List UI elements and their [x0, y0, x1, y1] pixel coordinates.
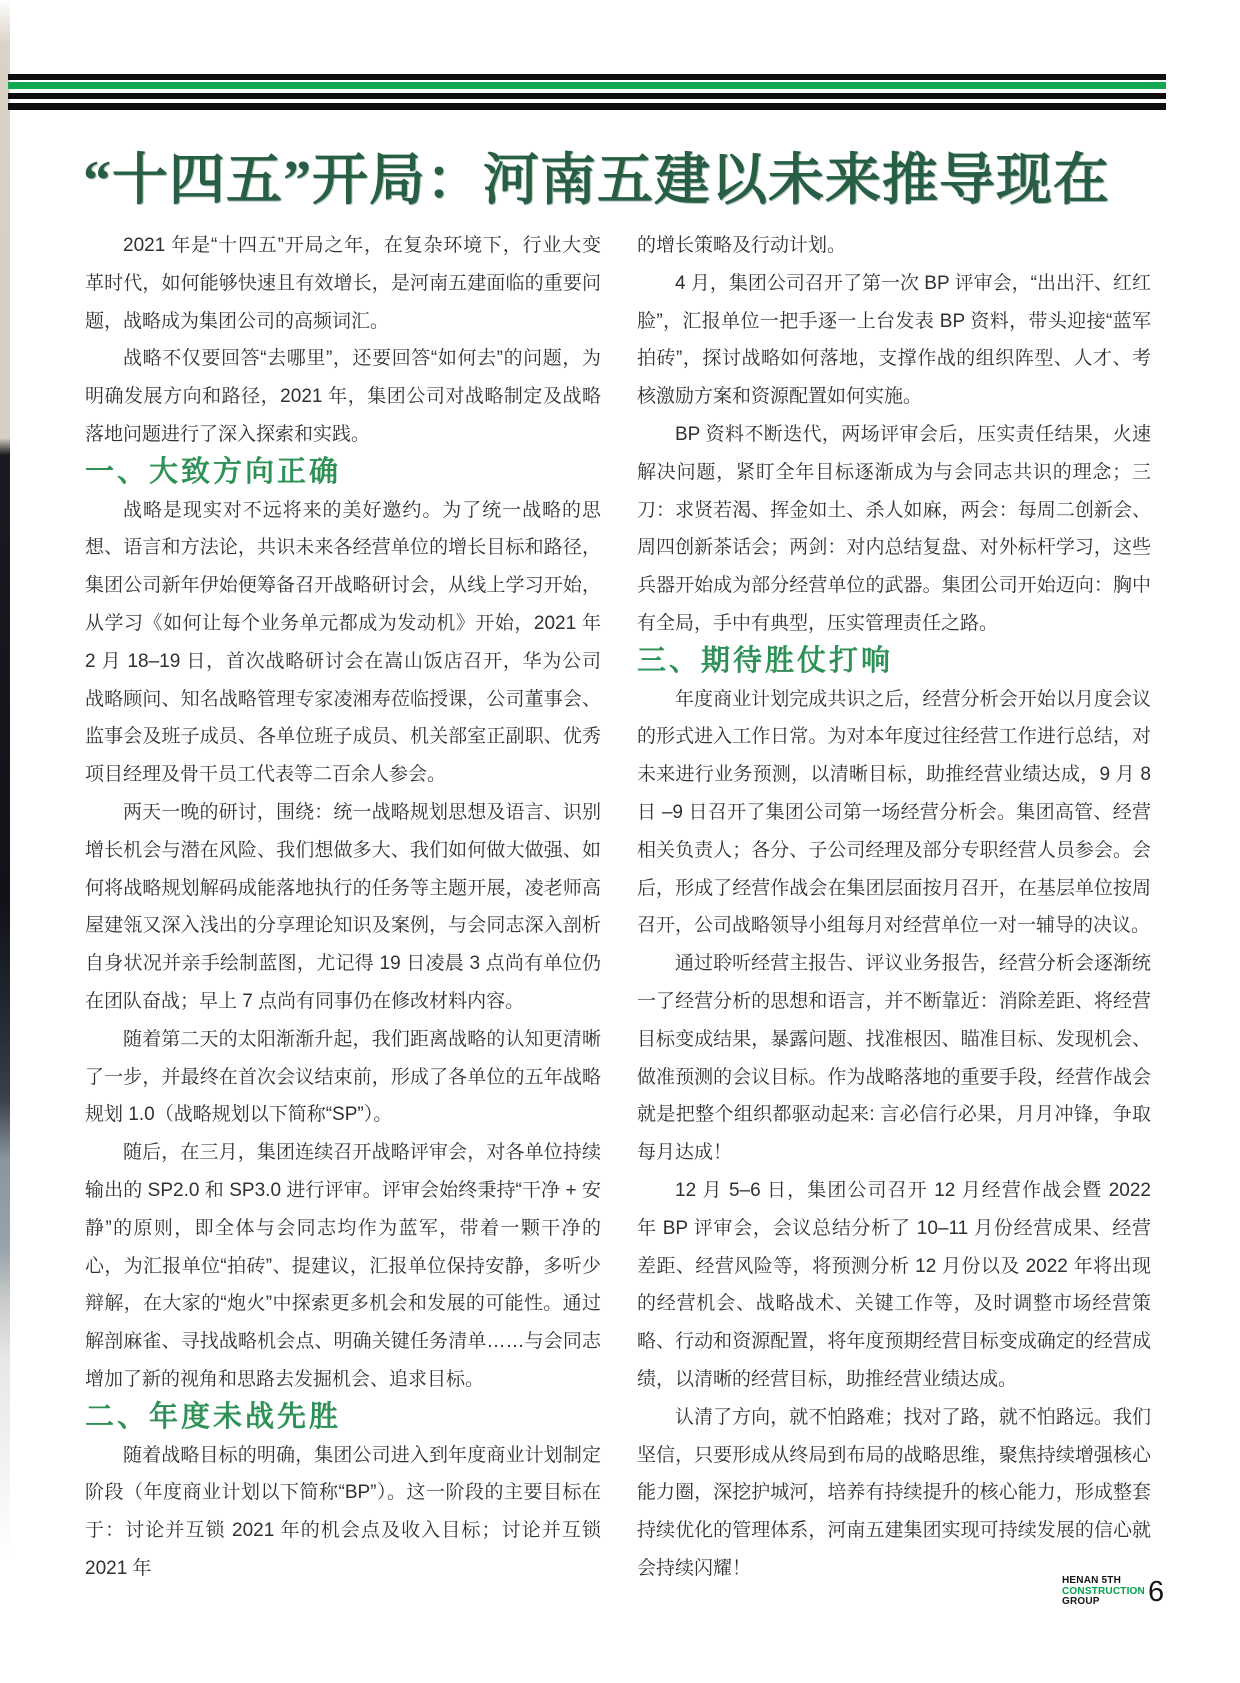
article-paragraph: BP 资料不断迭代，两场评审会后，压实责任结果，火速解决问题，紧盯全年目标逐渐成为与会同志共识的理念；三刀：求贤若渴、挥金如土、杀人如麻，两会：每周二创新会、周四创新茶话会；两剑：对内总结复盘、对外标杆学习，这些兵器开始成为部分经营单位的武器。集团公司开始迈向：胸中有全局，手中有典型，压实管理责任之路。 — [637, 423, 1151, 634]
article-column-left — [85, 227, 601, 1588]
header-stripe-band — [8, 74, 1166, 110]
header-stripe-green — [8, 82, 1166, 89]
header-stripe-black-1 — [8, 74, 1166, 80]
article-paragraph: 年度商业计划完成共识之后，经营分析会开始以月度会议的形式进入工作日常。为对本年度过往经营工作进行总结，对未来进行业务预测，以清晰目标，助推经营业绩达成，9 月 8 日 –9 日召开了集团公司第一场经营分析会。集团高管、经营相关负责人；各分、子公司经理及部分专职经营人员参会。会后，形成了经营作战会在集团层面按月召开，在基层单位按周召开，公司战略领导小组每月对经营单位一对一辅导的决议。 — [637, 688, 1151, 937]
adjacent-page-edge-strip — [0, 0, 10, 1565]
logo-line-1: HENAN 5TH — [1062, 1575, 1122, 1586]
article-title: “十四五”开局：河南五建以未来推导现在 — [83, 150, 1110, 212]
section-heading: 三、期待胜仗打响 — [637, 644, 894, 677]
logo-line-3: GROUP — [1062, 1596, 1100, 1607]
article-paragraph: 2021 年是“十四五”开局之年，在复杂环境下，行业大变革时代，如何能够快速且有效增长，是河南五建面临的重要问题，战略成为集团公司的高频词汇。 — [85, 235, 601, 332]
article-paragraph: 认清了方向，就不怕路难；找对了路，就不怕路远。我们坚信，只要形成从终局到布局的战略思维，聚焦持续增强核心能力圈，深挖护城河，培养有持续提升的核心能力，形成整套持续优化的管理体系，河南五建集团实现可持续发展的信心就会持续闪耀！ — [637, 1406, 1151, 1579]
article-paragraph: 随着第二天的太阳渐渐升起，我们距离战略的认知更清晰了一步，并最终在首次会议结束前，形成了各单位的五年战略规划 1.0（战略规划以下简称“SP”）。 — [85, 1028, 601, 1126]
article-paragraph: 的增长策略及行动计划。 — [637, 235, 847, 256]
article-paragraph: 随后，在三月，集团连续召开战略评审会，对各单位持续输出的 SP2.0 和 SP3.0 进行评审。评审会始终秉持“干净 + 安静”的原则，即全体与会同志均作为蓝军，带着一颗干净的心，为汇报单位“拍砖”、提建议，汇报单位保持安静，多听少辩解，在大家的“炮火”中探索更多机会和发展的可能性。通过解剖麻雀、寻找战略机会点、明确关键任务清单……与会同志增加了新的视角和思路去发掘机会、追求目标。 — [85, 1142, 601, 1390]
company-logo — [1062, 1576, 1152, 1608]
section-heading: 一、大致方向正确 — [85, 455, 342, 488]
article-paragraph: 战略不仅要回答“去哪里”，还要回答“如何去”的问题，为明确发展方向和路径，2021 年，集团公司对战略制定及战略落地问题进行了深入探索和实践。 — [85, 348, 601, 445]
article-paragraph: 通过聆听经营主报告、评议业务报告，经营分析会逐渐统一了经营分析的思想和语言，并不断靠近：消除差距、将经营目标变成结果，暴露问题、找准根因、瞄准目标、发现机会、做准预测的会议目标。作为战略落地的重要手段，经营作战会就是把整个组织都驱动起来: 言必信行必果，月月冲锋，争取每月达成！ — [637, 953, 1151, 1164]
article-paragraph: 战略是现实对不远将来的美好邀约。为了统一战略的思想、语言和方法论，共识未来各经营单位的增长目标和路径，集团公司新年伊始便筹备召开战略研讨会，从线上学习开始，从学习《如何让每个业务单元都成为发动机》开始，2021 年 2 月 18–19 日，首次战略研讨会在嵩山饭店召开，华为公司战略顾问、知名战略管理专家凌湘寿莅临授课，公司董事会、监事会及班子成员、各单位班子成员、机关部室正副职、优秀项目经理及骨干员工代表等二百余人参会。 — [85, 499, 601, 786]
header-stripe-black-2 — [8, 93, 1166, 99]
article-paragraph: 12 月 5–6 日，集团公司召开 12 月经营作战会暨 2022 年 BP 评审会，会议总结分析了 10–11 月份经营成果、经营差距、经营风险等，将预测分析 12 月份以及 2022 年将出现的经营机会、战略战术、关键工作等，及时调整市场经营策略、行动和资源配置，将年度预期经营目标变成确定的经营成绩，以清晰的经营目标，助推经营业绩达成。 — [637, 1179, 1151, 1390]
article-paragraph: 两天一晚的研讨，围绕：统一战略规划思想及语言、识别增长机会与潜在风险、我们想做多大、我们如何做大做强、如何将战略规划解码成能落地执行的任务等主题开展，凌老师高屋建瓴又深入浅出的分享理论知识及案例，与会同志深入剖析自身状况并亲手绘制蓝图，尤记得 19 日凌晨 3 点尚有单位仍在团队奋战；早上 7 点尚有同事仍在修改材料内容。 — [85, 801, 601, 1012]
article-paragraph: 随着战略目标的明确，集团公司进入到年度商业计划制定阶段（年度商业计划以下简称“BP”）。这一阶段的主要目标在于：讨论并互锁 2021 年的机会点及收入目标；讨论并互锁 2021 年 — [85, 1444, 601, 1579]
page-number: 6 — [1148, 1576, 1165, 1608]
logo-line-2: CONSTRUCTION — [1062, 1585, 1145, 1597]
article-paragraph: 4 月，集团公司召开了第一次 BP 评审会，“出出汗、红红脸”，汇报单位一把手逐一上台发表 BP 资料，带头迎接“蓝军拍砖”，探讨战略如何落地，支撑作战的组织阵型、人才、考核激励方案和资源配置如何实施。 — [637, 272, 1151, 408]
header-stripe-black-3 — [8, 103, 1166, 110]
section-heading: 二、年度未战先胜 — [85, 1400, 342, 1433]
article-column-right — [637, 227, 1151, 1588]
